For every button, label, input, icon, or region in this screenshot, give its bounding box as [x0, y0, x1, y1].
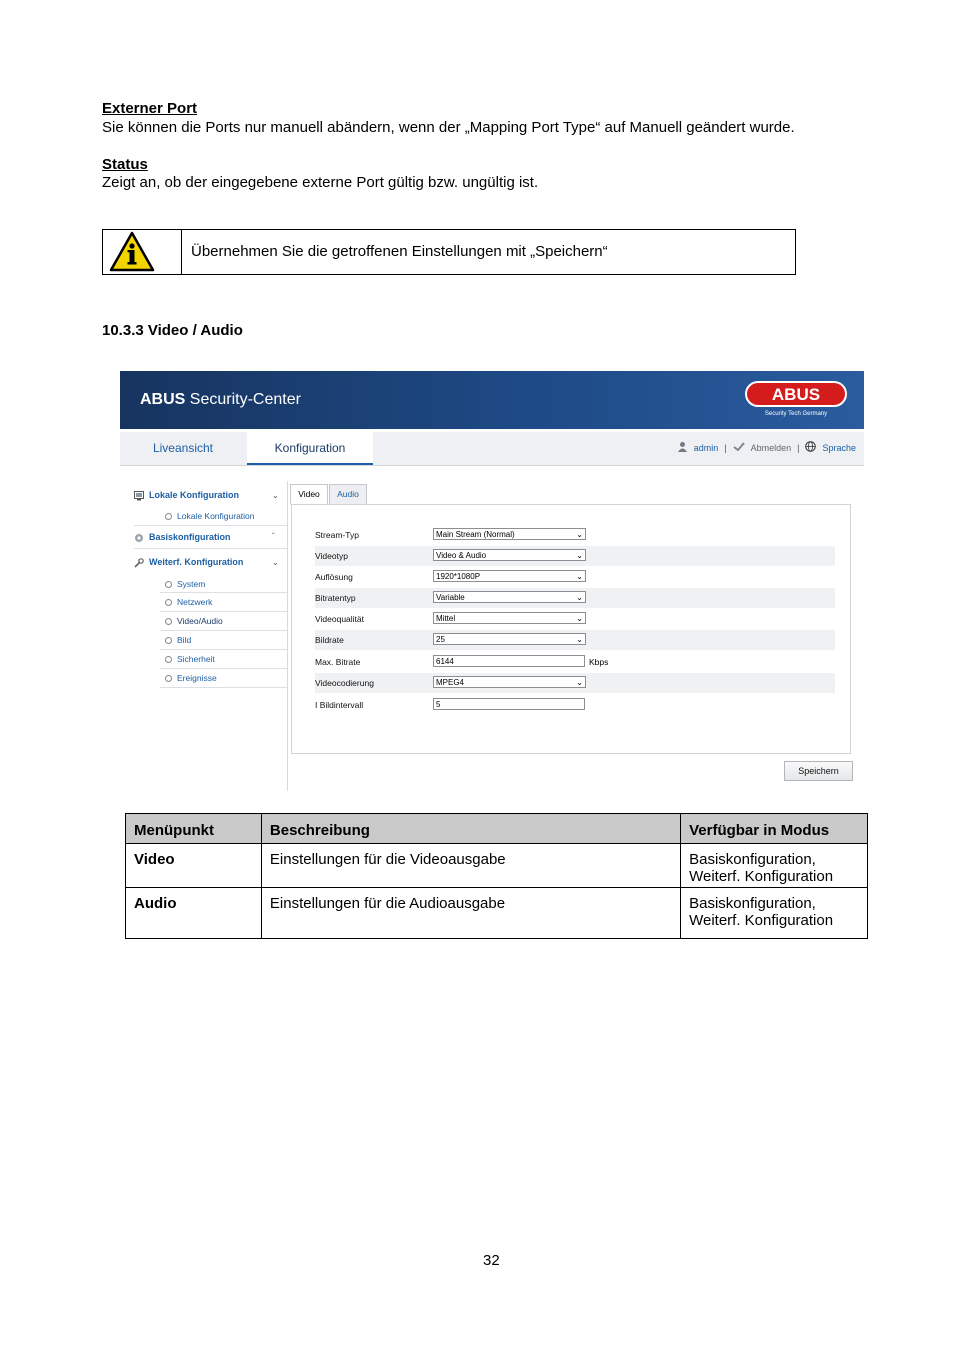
label-i-bildintervall: I Bildintervall [315, 700, 364, 710]
label-videoqualitaet: Videoqualität [315, 614, 364, 624]
cell-verfuegbar: Basiskonfiguration, Weiterf. Konfiguration [681, 888, 868, 939]
cell-beschreibung: Einstellungen für die Videoausgabe [261, 844, 680, 888]
user-menu: admin | Abmelden | Sprache [677, 441, 856, 454]
header-verfuegbar: Verfügbar in Modus [681, 814, 868, 844]
label-max-bitrate: Max. Bitrate [315, 657, 361, 667]
language-link[interactable]: Sprache [822, 442, 856, 453]
sidebar-item-video-audio[interactable]: Video/Audio [165, 616, 223, 626]
label-bildrate: Bildrate [315, 635, 344, 645]
video-settings-panel [291, 504, 851, 754]
gear-icon [134, 533, 144, 543]
svg-text:ABUS: ABUS [771, 385, 821, 404]
cell-menuepunkt: Audio [126, 888, 262, 939]
monitor-icon [134, 491, 144, 501]
select-bildrate[interactable]: 25 ⌄ [433, 633, 586, 645]
cell-beschreibung: Einstellungen für die Audioausgabe [261, 888, 680, 939]
abus-logo [744, 381, 848, 417]
page-number: 32 [483, 1252, 500, 1269]
top-navbar [120, 432, 864, 466]
sidebar-item-local[interactable]: Lokale Konfiguration [134, 490, 239, 501]
select-videotyp[interactable]: Video & Audio ⌄ [433, 549, 586, 561]
label-bitratentyp: Bitratentyp [315, 593, 356, 603]
chevron-down-icon: ⌄ [576, 614, 583, 623]
row-bitratentyp [315, 588, 835, 608]
app-title: ABUS Security-Center [140, 391, 301, 408]
tab-liveansicht[interactable]: Liveansicht [152, 441, 214, 455]
table-header-row [126, 814, 868, 844]
sidebar [120, 481, 288, 791]
unit-kbps: Kbps [589, 657, 609, 667]
user-link[interactable]: admin [693, 442, 719, 453]
row-i-bildintervall [315, 695, 835, 715]
save-button[interactable]: Speichern [784, 761, 853, 781]
row-aufloesung [315, 567, 835, 587]
sidebar-item-netzwerk[interactable]: Netzwerk [165, 597, 212, 607]
chevron-down-icon: ⌄ [576, 593, 583, 602]
chevron-down-icon: ⌄ [576, 551, 583, 560]
cell-verfuegbar: Basiskonfiguration, Weiterf. Konfiguration [681, 844, 868, 888]
externer-port-text: Sie können die Ports nur manuell abändern, wenn der „Mapping Port Type“ auf Manuell geändert wurde. [102, 119, 795, 136]
security-center-screenshot [120, 371, 864, 791]
chevron-down-icon[interactable]: ⌄ [272, 558, 279, 567]
row-videoqualitaet [315, 609, 835, 629]
note-box [102, 229, 796, 275]
sidebar-item-ereignisse[interactable]: Ereignisse [165, 673, 217, 683]
sidebar-item-local-sub[interactable]: Lokale Konfiguration [165, 511, 255, 521]
row-max-bitrate [315, 652, 835, 672]
menu-description-table [125, 813, 868, 939]
table-row [126, 888, 868, 939]
tab-video[interactable]: Video [290, 484, 328, 505]
sidebar-item-basic[interactable]: Basiskonfiguration [134, 532, 231, 543]
cell-menuepunkt: Video [126, 844, 262, 888]
note-text: Übernehmen Sie die getroffenen Einstellungen mit „Speichern“ [191, 243, 608, 260]
status-text: Zeigt an, ob der eingegebene externe Port gültig bzw. ungültig ist. [102, 174, 539, 191]
row-videocodierung [315, 673, 835, 693]
svg-text:Security Tech Germany: Security Tech Germany [764, 411, 828, 417]
externer-port-heading: Externer Port [102, 100, 198, 117]
user-icon [677, 441, 688, 454]
header-menuepunkt: Menüpunkt [126, 814, 262, 844]
subsection-title: 10.3.3 Video / Audio [102, 322, 243, 339]
input-i-bildintervall[interactable]: 5 [433, 698, 585, 710]
sidebar-item-advanced[interactable]: Weiterf. Konfiguration [134, 557, 243, 568]
select-stream-typ[interactable]: Main Stream (Normal) ⌄ [433, 528, 586, 540]
chevron-down-icon: ⌄ [576, 572, 583, 581]
table-row [126, 844, 868, 888]
chevron-down-icon[interactable]: ⌄ [272, 491, 279, 500]
row-stream-typ [315, 525, 835, 545]
select-bitratentyp[interactable]: Variable ⌄ [433, 591, 586, 603]
chevron-down-icon: ⌄ [576, 635, 583, 644]
sidebar-item-sicherheit[interactable]: Sicherheit [165, 654, 215, 664]
tab-konfiguration[interactable]: Konfiguration [247, 432, 373, 465]
info-warning-icon [103, 230, 182, 274]
label-stream-typ: Stream-Typ [315, 530, 359, 540]
select-videocodierung[interactable]: MPEG4 ⌄ [433, 676, 586, 688]
logout-link[interactable]: Abmelden [750, 442, 792, 453]
tab-audio[interactable]: Audio [329, 484, 367, 505]
select-videoqualitaet[interactable]: Mittel ⌄ [433, 612, 586, 624]
chevron-down-icon: ⌄ [576, 530, 583, 539]
row-videotyp [315, 546, 835, 566]
chevron-down-icon: ⌄ [576, 678, 583, 687]
input-max-bitrate[interactable]: 6144 [433, 655, 585, 667]
globe-icon [805, 441, 816, 454]
select-aufloesung[interactable]: 1920*1080P ⌄ [433, 570, 586, 582]
wrench-icon [134, 558, 144, 568]
sidebar-item-system[interactable]: System [165, 579, 205, 589]
logout-icon [733, 442, 745, 453]
row-bildrate [315, 630, 835, 650]
label-videotyp: Videotyp [315, 551, 348, 561]
app-banner [120, 371, 864, 429]
label-videocodierung: Videocodierung [315, 678, 374, 688]
sidebar-item-bild[interactable]: Bild [165, 635, 191, 645]
status-heading: Status [102, 156, 148, 173]
label-aufloesung: Auflösung [315, 572, 353, 582]
chevron-up-icon[interactable]: ˆ [272, 532, 275, 541]
header-beschreibung: Beschreibung [261, 814, 680, 844]
